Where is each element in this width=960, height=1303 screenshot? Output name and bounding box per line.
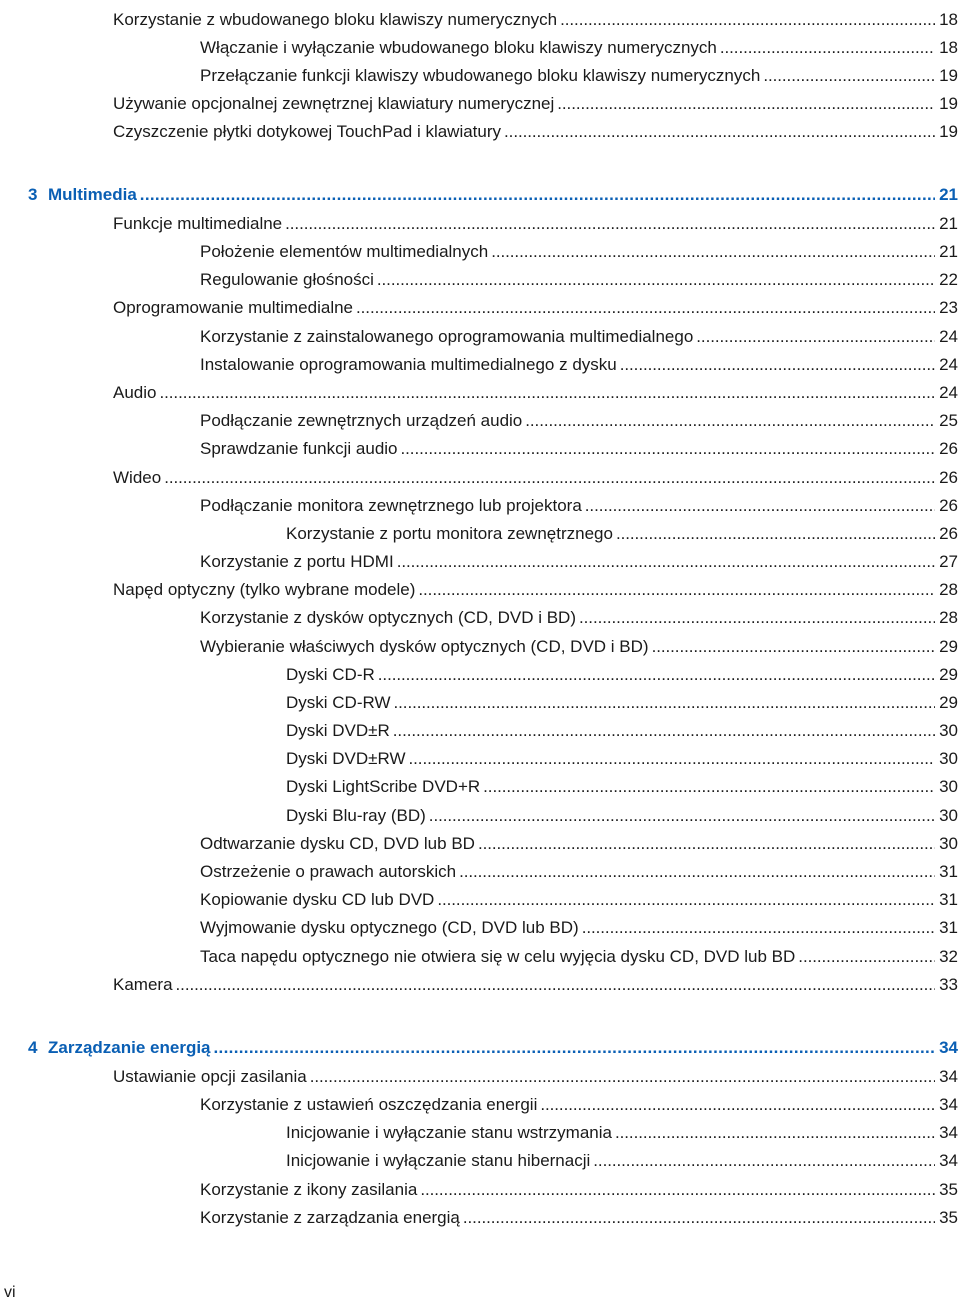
toc-entry-page: 21 [939,242,958,261]
toc-entry[interactable] [200,495,958,517]
toc-entry-page: 31 [939,862,958,881]
toc-entry-title: Podłączanie zewnętrznych urządzeń audio [200,411,523,430]
toc-entry-page: 28 [939,608,958,627]
toc-entry-page: 26 [939,439,958,458]
dot-leader [483,776,935,798]
toc-entry-page: 28 [939,580,958,599]
toc-entry[interactable] [286,805,958,827]
toc-entry-title: Dyski CD-R [286,665,375,684]
toc-entry[interactable] [200,438,958,460]
toc-entry[interactable] [286,692,958,714]
toc-entry[interactable] [200,410,958,432]
toc-entry-title: Korzystanie z zainstalowanego oprogramowania multimedialnego [200,327,694,346]
toc-entry-title: Regulowanie głośności [200,270,374,289]
toc-entry-title: Multimedia [48,185,137,204]
toc-entry-title: Inicjowanie i wyłączanie stanu wstrzymania [286,1123,612,1142]
chapter-number: 3 [28,185,38,204]
toc-entry[interactable] [113,297,958,319]
dot-leader [798,946,935,968]
dot-leader [437,889,935,911]
toc-entry-title: Włączanie i wyłączanie wbudowanego bloku klawiszy numerycznych [200,38,717,57]
toc-entry-page: 34 [939,1151,958,1170]
toc-entry-title: Dyski CD-RW [286,693,391,712]
toc-entry-title: Zarządzanie energią [48,1038,211,1057]
toc-entry-page: 24 [939,355,958,374]
toc-entry-page: 19 [939,66,958,85]
toc-entry-title: Napęd optyczny (tylko wybrane modele) [113,580,416,599]
dot-leader [310,1066,935,1088]
toc-entry[interactable] [286,523,958,545]
dot-leader [429,805,935,827]
dot-leader [478,833,935,855]
toc-entry-title: Sprawdzanie funkcji audio [200,439,398,458]
toc-entry-title: Oprogramowanie multimedialne [113,298,354,317]
toc-entry-title: Korzystanie z dysków optycznych (CD, DVD i BD) [200,608,576,627]
toc-chapter-entry[interactable] [48,1037,958,1059]
toc-entry[interactable] [286,1150,958,1172]
dot-leader [377,269,935,291]
dot-leader [763,65,935,87]
toc-entry-title: Korzystanie z zarządzania energią [200,1208,460,1227]
dot-leader [720,37,935,59]
toc-entry[interactable] [286,720,958,742]
dot-leader [557,93,935,115]
dot-leader [420,1179,935,1201]
toc-entry-page: 26 [939,524,958,543]
toc-entry[interactable] [113,121,958,143]
toc-entry-title: Czyszczenie płytki dotykowej TouchPad i klawiatury [113,122,502,141]
dot-leader [214,1037,936,1059]
dot-leader [409,748,936,770]
toc-entry-page: 29 [939,693,958,712]
toc-entry-page: 29 [939,637,958,656]
dot-leader [491,241,935,263]
dot-leader [459,861,935,883]
toc-entry-page: 26 [939,468,958,487]
dot-leader [393,720,935,742]
toc-entry-page: 30 [939,749,958,768]
dot-leader [620,354,935,376]
toc-entry-page: 34 [939,1095,958,1114]
toc-entry-title: Przełączanie funkcji klawiszy wbudowanego bloku klawiszy numerycznych [200,66,761,85]
toc-entry[interactable] [113,9,958,31]
toc-entry-page: 19 [939,94,958,113]
toc-entry[interactable] [200,551,958,573]
toc-entry-title: Używanie opcjonalnej zewnętrznej klawiatury numerycznej [113,94,555,113]
toc-entry-title: Dyski LightScribe DVD+R [286,777,481,796]
dot-leader [615,1122,935,1144]
toc-entry[interactable] [113,974,958,996]
toc-entry-title: Kopiowanie dysku CD lub DVD [200,890,435,909]
dot-leader [418,579,935,601]
toc-entry-page: 30 [939,777,958,796]
toc-entry[interactable] [200,1179,958,1201]
toc-entry[interactable] [286,776,958,798]
toc-entry[interactable] [113,1066,958,1088]
toc-entry-page: 21 [939,185,958,204]
toc-entry[interactable] [200,861,958,883]
toc-entry-title: Taca napędu optycznego nie otwiera się w celu wyjęcia dysku CD, DVD lub BD [200,947,796,966]
toc-entry-page: 30 [939,834,958,853]
toc-entry-title: Dyski DVD±RW [286,749,406,768]
dot-leader [164,467,935,489]
toc-entry-page: 25 [939,411,958,430]
toc-entry-title: Odtwarzanie dysku CD, DVD lub BD [200,834,475,853]
toc-entry[interactable] [200,889,958,911]
toc-entry-title: Korzystanie z ustawień oszczędzania energii [200,1095,538,1114]
dot-leader [579,607,935,629]
toc-entry-title: Korzystanie z ikony zasilania [200,1180,418,1199]
toc-entry-title: Dyski DVD±R [286,721,390,740]
toc-entry-page: 24 [939,383,958,402]
toc-entry[interactable] [200,37,958,59]
dot-leader [159,382,935,404]
toc-entry-page: 34 [939,1038,958,1057]
toc-entry-page: 32 [939,947,958,966]
toc-entry-page: 35 [939,1180,958,1199]
toc-entry-page: 19 [939,122,958,141]
dot-leader [652,636,936,658]
toc-entry-title: Ostrzeżenie o prawach autorskich [200,862,457,881]
toc-entry-title: Korzystanie z portu monitora zewnętrznego [286,524,613,543]
dot-leader [504,121,935,143]
toc-entry[interactable] [113,213,958,235]
chapter-number: 4 [28,1038,38,1057]
toc-entry-title: Dyski Blu-ray (BD) [286,806,426,825]
toc-entry-page: 34 [939,1123,958,1142]
toc-entry-page: 26 [939,496,958,515]
toc-entry-page: 23 [939,298,958,317]
dot-leader [397,551,935,573]
dot-leader [356,297,935,319]
toc-entry[interactable] [200,1094,958,1116]
toc-entry[interactable] [200,946,958,968]
dot-leader [585,495,935,517]
toc-entry[interactable] [200,917,958,939]
dot-leader [560,9,935,31]
dot-leader [140,184,935,206]
toc-entry[interactable] [113,382,958,404]
toc-entry-title: Kamera [113,975,173,994]
toc-entry-page: 30 [939,721,958,740]
dot-leader [394,692,936,714]
toc-entry-title: Wybieranie właściwych dysków optycznych (CD, DVD i BD) [200,637,649,656]
toc-entry-page: 29 [939,665,958,684]
toc-entry-page: 18 [939,10,958,29]
dot-leader [176,974,936,996]
toc-entry[interactable] [286,748,958,770]
toc-entry[interactable] [113,467,958,489]
toc-entry-title: Instalowanie oprogramowania multimedialnego z dysku [200,355,617,374]
dot-leader [378,664,935,686]
toc-entry-title: Inicjowanie i wyłączanie stanu hibernacji [286,1151,591,1170]
toc-entry[interactable] [200,241,958,263]
toc-entry-page: 30 [939,806,958,825]
toc-entry-title: Podłączanie monitora zewnętrznego lub projektora [200,496,582,515]
toc-entry-title: Wyjmowanie dysku optycznego (CD, DVD lub BD) [200,918,579,937]
toc-entry[interactable] [200,269,958,291]
dot-leader [696,326,935,348]
toc-entry-title: Ustawianie opcji zasilania [113,1067,307,1086]
page-number: vi [4,1284,16,1301]
toc-entry-page: 35 [939,1208,958,1227]
toc-entry-page: 31 [939,890,958,909]
toc-entry[interactable] [113,579,958,601]
dot-leader [285,213,935,235]
toc-entry[interactable] [286,1122,958,1144]
dot-leader [525,410,935,432]
dot-leader [593,1150,935,1172]
toc-entry-page: 22 [939,270,958,289]
dot-leader [463,1207,935,1229]
dot-leader [616,523,935,545]
toc-entry-title: Korzystanie z portu HDMI [200,552,394,571]
toc-entry[interactable] [113,93,958,115]
dot-leader [582,917,935,939]
toc-entry-page: 24 [939,327,958,346]
toc-entry-page: 31 [939,918,958,937]
toc-entry-title: Funkcje multimedialne [113,214,283,233]
toc-entry[interactable] [200,636,958,658]
toc-entry[interactable] [286,664,958,686]
toc-entry[interactable] [200,607,958,629]
toc-entry[interactable] [200,1207,958,1229]
toc-entry[interactable] [200,833,958,855]
toc-chapter-entry[interactable] [48,184,958,206]
toc-entry-title: Położenie elementów multimedialnych [200,242,489,261]
dot-leader [540,1094,935,1116]
toc-entry-page: 21 [939,214,958,233]
dot-leader [401,438,936,460]
toc-entry-page: 27 [939,552,958,571]
toc-entry[interactable] [200,65,958,87]
toc-entry-page: 33 [939,975,958,994]
toc-entry-title: Wideo [113,468,162,487]
toc-entry[interactable] [200,326,958,348]
toc-entry-title: Audio [113,383,157,402]
toc-entry-page: 34 [939,1067,958,1086]
toc-entry-page: 18 [939,38,958,57]
toc-entry[interactable] [200,354,958,376]
toc-entry-title: Korzystanie z wbudowanego bloku klawiszy numerycznych [113,10,558,29]
